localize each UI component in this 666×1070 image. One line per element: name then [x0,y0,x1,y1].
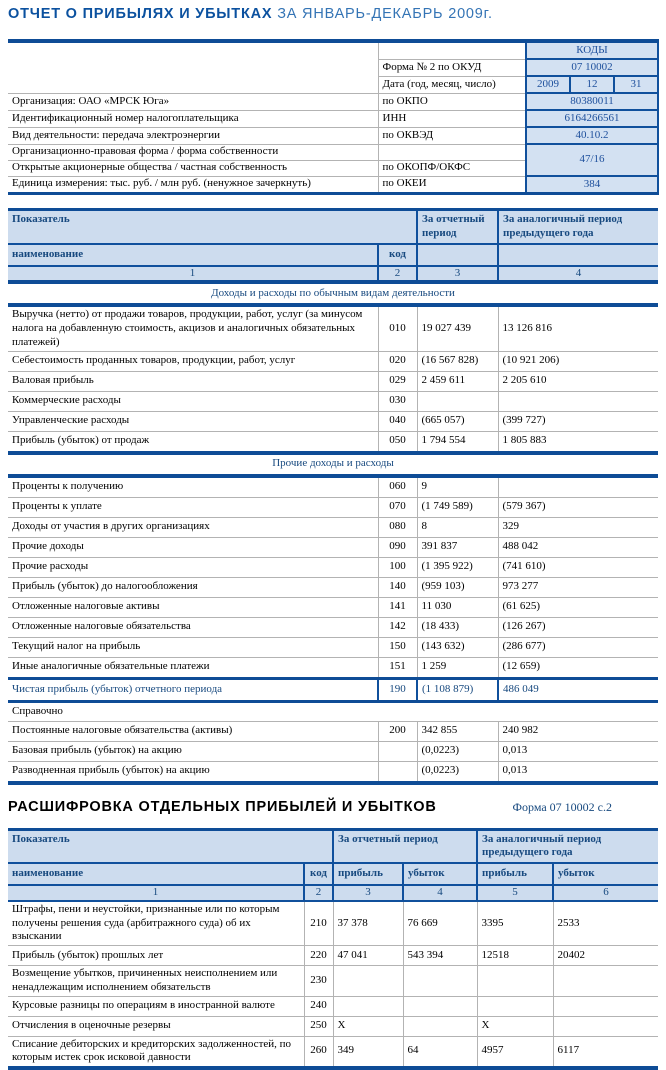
value-cell: 391 837 [417,537,498,557]
value-cell [553,1016,658,1036]
row-name-cell: Постоянные налоговые обязательства (активы) [8,721,378,741]
header-period2: За аналогичный период предыдущего года [477,829,658,863]
row-name-cell: Прочие доходы [8,537,378,557]
row-code-cell: 050 [378,431,417,453]
report-period: ЗА ЯНВАРЬ-ДЕКАБРЬ 2009г. [272,6,492,22]
okud-code-cell: 07 10002 [526,59,658,76]
col-num-cell: 6 [553,885,658,901]
info-label-cell: Организационно-правовая форма / форма собственности [8,144,378,160]
row-name-cell: Отчисления в оценочные резервы [8,1016,304,1036]
value-cell [403,966,477,997]
row-code-cell: 220 [304,946,333,966]
reference-label: Справочно [8,701,658,721]
value-cell [417,391,498,411]
value-cell: (10 921 206) [498,351,658,371]
header-code-sub: код [378,244,417,266]
info-label-cell: Открытые акционерные общества / частная собственность [8,160,378,176]
row-code-cell [378,741,417,761]
value-cell: (399 727) [498,411,658,431]
value-cell: 6117 [553,1036,658,1068]
row-name-cell: Проценты к получению [8,476,378,498]
info-table [8,39,659,195]
value-cell: (0,0223) [417,761,498,783]
section2-title: РАСШИФРОВКА ОТДЕЛЬНЫХ ПРИБЫЛЕЙ И УБЫТКОВ [8,799,437,815]
value-cell: (741 610) [498,557,658,577]
value-cell: 4957 [477,1036,553,1068]
value-cell: 2 459 611 [417,371,498,391]
row-name-cell: Коммерческие расходы [8,391,378,411]
row-name-cell: Базовая прибыль (убыток) на акцию [8,741,378,761]
value-cell: 342 855 [417,721,498,741]
value-cell: (286 677) [498,637,658,657]
row-name-cell: Отложенные налоговые активы [8,597,378,617]
value-cell: 1 805 883 [498,431,658,453]
row-name-cell: Валовая прибыль [8,371,378,391]
col-num-cell: 4 [403,885,477,901]
value-cell: 2 205 610 [498,371,658,391]
value-cell: (126 267) [498,617,658,637]
net-profit-value-cell: 486 049 [498,678,658,701]
value-cell: 329 [498,517,658,537]
row-code-cell: 141 [378,597,417,617]
value-cell: 488 042 [498,537,658,557]
row-name-cell: Проценты к уплате [8,497,378,517]
value-cell: X [477,1016,553,1036]
header-loss-sub: убыток [553,863,658,885]
header-period1: За отчетный период [417,210,498,244]
value-cell: (143 632) [417,637,498,657]
row-code-cell: 200 [378,721,417,741]
section-heading: Доходы и расходы по обычным видам деятельности [8,282,658,305]
blank-cell [378,144,526,160]
value-cell: 76 669 [403,901,477,946]
value-cell: 1 794 554 [417,431,498,453]
net-profit-code-cell: 190 [378,678,417,701]
date-day-cell: 31 [614,76,658,93]
report-title: ОТЧЕТ О ПРИБЫЛЯХ И УБЫТКАХ [8,6,272,22]
row-code-cell: 230 [304,966,333,997]
row-name-cell: Выручка (нетто) от продажи товаров, продукции, работ, услуг (за минусом налога на добавленную стоимость, акцизов и аналогичных обязательных платежей) [8,305,378,351]
inn-code-cell: 6164266561 [526,110,658,127]
blank-cell [8,76,378,93]
date-year-cell: 2009 [526,76,570,93]
date-month-cell: 12 [570,76,614,93]
header-code-sub: код [304,863,333,885]
info-key-cell: по ОКЕИ [378,176,526,194]
col-num-cell: 4 [498,266,658,283]
value-cell: 973 277 [498,577,658,597]
value-cell: 37 378 [333,901,403,946]
value-cell: 11 030 [417,597,498,617]
value-cell: 3395 [477,901,553,946]
row-name-cell: Прибыль (убыток) от продаж [8,431,378,453]
row-name-cell: Себестоимость проданных товаров, продукции, работ, услуг [8,351,378,371]
value-cell: (18 433) [417,617,498,637]
row-name-cell: Доходы от участия в других организациях [8,517,378,537]
col-num-cell: 3 [333,885,403,901]
value-cell: 349 [333,1036,403,1068]
info-key-cell: Дата (год, месяц, число) [378,76,526,93]
row-code-cell: 029 [378,371,417,391]
row-code-cell: 151 [378,657,417,678]
page-title [8,6,658,22]
section2-title-row [8,799,658,815]
detail-table [8,828,658,1070]
value-cell: (579 367) [498,497,658,517]
blank-cell [8,59,378,76]
info-label-cell: Единица измерения: тыс. руб. / млн руб. (ненужное зачеркнуть) [8,176,378,194]
row-name-cell: Прибыль (убыток) прошлых лет [8,946,304,966]
info-key-cell: по ОКПО [378,93,526,110]
value-cell: 19 027 439 [417,305,498,351]
okopf-okfs-code-cell: 47/16 [526,144,658,176]
value-cell [498,391,658,411]
header-period1: За отчетный период [333,829,477,863]
header-loss-sub: убыток [403,863,477,885]
header-indicator: Показатель [8,210,417,244]
header-profit-sub: прибыль [333,863,403,885]
row-code-cell: 070 [378,497,417,517]
value-cell: 12518 [477,946,553,966]
header-name-sub: наименование [8,244,378,266]
value-cell [553,966,658,997]
row-name-cell: Иные аналогичные обязательные платежи [8,657,378,678]
row-name-cell: Отложенные налоговые обязательства [8,617,378,637]
row-code-cell: 020 [378,351,417,371]
value-cell [553,996,658,1016]
blank-cell [8,41,378,59]
row-code-cell: 140 [378,577,417,597]
value-cell [403,1016,477,1036]
col-num-cell: 1 [8,885,304,901]
row-code-cell: 142 [378,617,417,637]
blank-header-cell [498,244,658,266]
value-cell: (1 749 589) [417,497,498,517]
value-cell [477,966,553,997]
info-label-cell: Вид деятельности: передача электроэнергии [8,127,378,144]
value-cell: 9 [417,476,498,498]
form-reference: Форма 07 10002 с.2 [513,800,658,815]
value-cell: (665 057) [417,411,498,431]
value-cell [403,996,477,1016]
net-profit-value-cell: (1 108 879) [417,678,498,701]
col-num-cell: 2 [378,266,417,283]
value-cell: 1 259 [417,657,498,678]
value-cell: 64 [403,1036,477,1068]
value-cell: (61 625) [498,597,658,617]
row-code-cell: 150 [378,637,417,657]
value-cell: (0,0223) [417,741,498,761]
codes-header-cell: КОДЫ [526,41,658,59]
net-profit-name-cell: Чистая прибыль (убыток) отчетного периода [8,678,378,701]
blank-header-cell [417,244,498,266]
value-cell: 240 982 [498,721,658,741]
row-name-cell: Штрафы, пени и неустойки, признанные или по которым получены решения суда (арбитражного суда) об их взыскании [8,901,304,946]
value-cell: (12 659) [498,657,658,678]
row-code-cell: 240 [304,996,333,1016]
row-code-cell: 060 [378,476,417,498]
value-cell: (16 567 828) [417,351,498,371]
value-cell: 0,013 [498,741,658,761]
value-cell [498,476,658,498]
row-name-cell: Прибыль (убыток) до налогообложения [8,577,378,597]
blank-cell [378,41,526,59]
row-name-cell: Списание дебиторских и кредиторских задолженностей, по которым истек срок исковой давности [8,1036,304,1068]
info-key-cell: по ОКВЭД [378,127,526,144]
value-cell: 13 126 816 [498,305,658,351]
row-code-cell: 040 [378,411,417,431]
value-cell: 20402 [553,946,658,966]
value-cell [333,966,403,997]
row-code-cell: 260 [304,1036,333,1068]
row-name-cell: Текущий налог на прибыль [8,637,378,657]
value-cell: 0,013 [498,761,658,783]
row-code-cell: 210 [304,901,333,946]
info-label-cell: Организация: ОАО «МРСК Юга» [8,93,378,110]
info-key-cell: по ОКОПФ/ОКФС [378,160,526,176]
col-num-cell: 1 [8,266,378,283]
value-cell: 2533 [553,901,658,946]
row-name-cell: Прочие расходы [8,557,378,577]
value-cell: 8 [417,517,498,537]
info-key-cell: ИНН [378,110,526,127]
row-name-cell: Курсовые разницы по операциям в иностранной валюте [8,996,304,1016]
row-name-cell: Разводненная прибыль (убыток) на акцию [8,761,378,783]
header-profit-sub: прибыль [477,863,553,885]
okei-code-cell: 384 [526,176,658,194]
row-name-cell: Управленческие расходы [8,411,378,431]
row-name-cell: Возмещение убытков, причиненных неисполнением или ненадлежащим исполнением обязательств [8,966,304,997]
value-cell: (1 395 922) [417,557,498,577]
col-num-cell: 3 [417,266,498,283]
header-period2: За аналогичный период предыдущего года [498,210,658,244]
info-key-cell: Форма № 2 по ОКУД [378,59,526,76]
row-code-cell [378,761,417,783]
row-code-cell: 250 [304,1016,333,1036]
okved-code-cell: 40.10.2 [526,127,658,144]
header-indicator: Показатель [8,829,333,863]
value-cell: 543 394 [403,946,477,966]
row-code-cell: 030 [378,391,417,411]
value-cell [477,996,553,1016]
col-num-cell: 2 [304,885,333,901]
value-cell: 47 041 [333,946,403,966]
row-code-cell: 100 [378,557,417,577]
info-label-cell: Идентификационный номер налогоплательщика [8,110,378,127]
row-code-cell: 010 [378,305,417,351]
section-heading: Прочие доходы и расходы [8,453,658,476]
value-cell: X [333,1016,403,1036]
col-num-cell: 5 [477,885,553,901]
value-cell: (959 103) [417,577,498,597]
header-name-sub: наименование [8,863,304,885]
row-code-cell: 090 [378,537,417,557]
income-statement-table [8,208,658,785]
row-code-cell: 080 [378,517,417,537]
okpo-code-cell: 80380011 [526,93,658,110]
value-cell [333,996,403,1016]
